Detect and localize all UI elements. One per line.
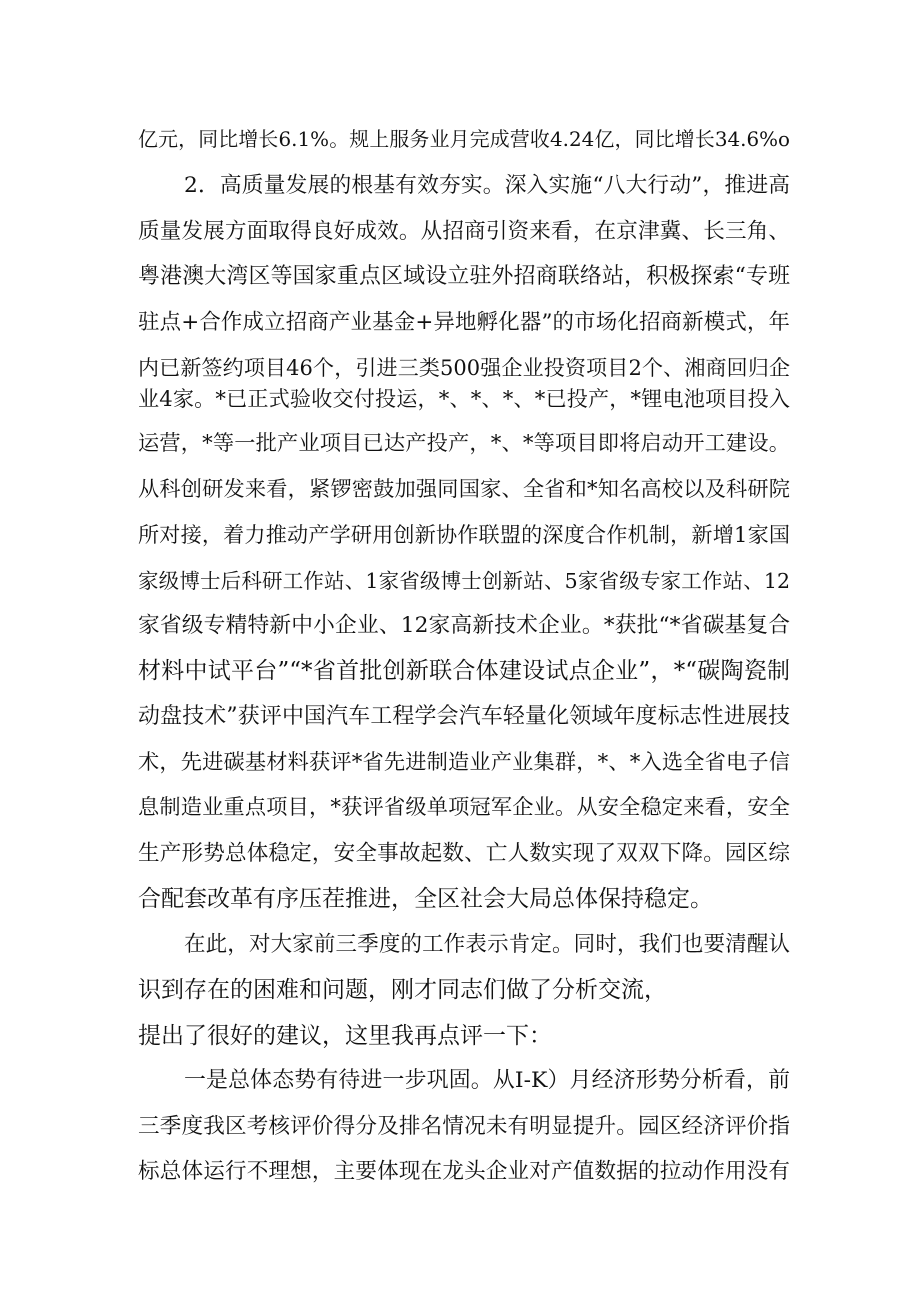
text-line-4: 粤港澳大湾区等国家重点区域设立驻外招商联络站，积极探索“专班: [138, 264, 790, 289]
text-line-7: 业4家。*已正式验收交付投运，*、*、*、*已投产，*锂电池项目投入: [138, 386, 790, 411]
text-line-8: 运营，*等一批产业项目已达产投产，*、*等项目即将启动开工建设。: [138, 431, 790, 456]
text-line-16: 息制造业重点项目，*获评省级单项冠军企业。从安全稳定来看，安全: [138, 795, 790, 820]
text-line-10: 所对接，着力推动产学研用创新协作联盟的深度合作机制，新增1家国: [138, 522, 790, 547]
text-line-9: 从科创研发来看，紧锣密鼓加强同国家、全省和*知名高校以及科研院: [138, 477, 790, 502]
text-line-1: 亿元，同比增长6.1%。规上服务业月完成营收4.24亿，同比增长34.6%o: [138, 128, 790, 151]
text-line-23: 三季度我区考核评价得分及排名情况未有明显提升。园区经济评价指: [138, 1114, 790, 1139]
text-line-11: 家级博士后科研工作站、1家省级博士创新站、5家省级专家工作站、12: [138, 569, 790, 593]
text-line-21: 提出了很好的建议，这里我再点评一下：: [138, 1023, 552, 1049]
text-line-14: 动盘技术”获评中国汽车工程学会汽车轻量化领域年度标志性进展技: [138, 704, 790, 729]
text-line-18: 合配套改革有序压茬推进，全区社会大局总体保持稳定。: [138, 886, 713, 912]
text-line-2: 2．高质量发展的根基有效夯实。深入实施“八大行动”，推进高: [184, 173, 790, 198]
text-line-15: 术，先进碳基材料获评*省先进制造业产业集群，*、*入选全省电子信: [138, 750, 790, 775]
text-line-20: 识到存在的困难和问题，刚才同志们做了分析交流，: [138, 977, 667, 1003]
text-line-6: 内已新签约项目46个，引进三类500强企业投资项目2个、湘商回归企: [138, 356, 790, 380]
text-line-3: 质量发展方面取得良好成效。从招商引资来看，在京津冀、长三角、: [138, 219, 790, 244]
text-line-13: 材料中试平台”“*省首批创新联合体建设试点企业”，*“碳陶瓷制: [138, 658, 790, 684]
text-line-17: 生产形势总体稳定，安全事故起数、亡人数实现了双双下降。园区综: [138, 841, 790, 866]
text-line-19: 在此，对大家前三季度的工作表示肯定。同时，我们也要清醒认: [184, 932, 790, 957]
text-line-22: 一是总体态势有待进一步巩固。从I-K）月经济形势分析看，前: [184, 1068, 790, 1093]
text-line-12: 家省级专精特新中小企业、12家高新技术企业。*获批“*省碳基复合: [138, 613, 790, 638]
text-line-24: 标总体运行不理想，主要体现在龙头企业对产值数据的拉动作用没有: [138, 1159, 790, 1184]
text-line-5: 驻点+合作成立招商产业基金+异地孵化器”的市场化招商新模式，年: [138, 310, 790, 335]
